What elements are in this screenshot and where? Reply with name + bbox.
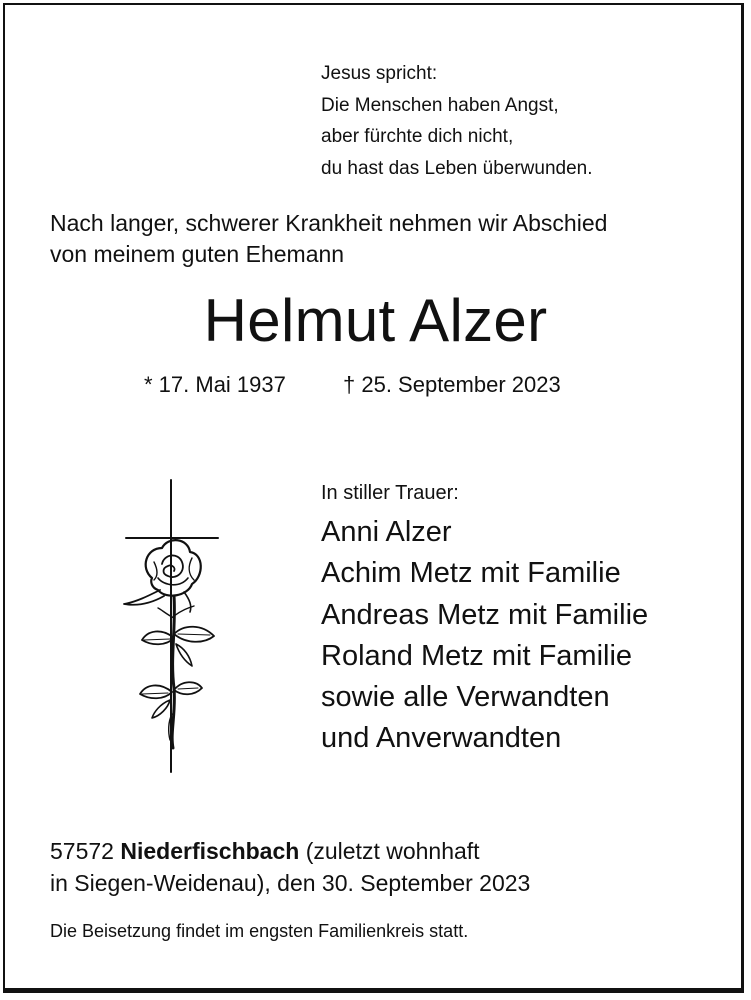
mourner-name: sowie alle Verwandten <box>321 681 610 714</box>
mourner-name: Roland Metz mit Familie <box>321 639 633 672</box>
town: Niederfischbach <box>120 838 300 864</box>
mourner-name: Andreas Metz mit Familie <box>321 598 649 631</box>
cross-rose-icon <box>118 478 226 776</box>
intro-text <box>50 208 607 270</box>
mourner-name: und Anverwandten <box>321 722 562 755</box>
verse-line: aber fürchte dich nicht, <box>321 126 514 147</box>
death-date: † 25. September 2023 <box>343 372 561 397</box>
mourning-title: In stiller Trauer: <box>321 482 459 504</box>
verse-line: Die Menschen haben Angst, <box>321 94 559 116</box>
postcode: 57572 <box>50 838 114 864</box>
bible-verse <box>321 58 593 184</box>
verse-line: du hast das Leben überwunden. <box>321 157 593 179</box>
mourner-name: Achim Metz mit Familie <box>321 557 621 590</box>
place-line-1 <box>50 835 530 867</box>
mourners-list <box>321 512 648 760</box>
intro-line: von meinem guten Ehemann <box>50 241 345 267</box>
birth-date: * 17. Mai 1937 <box>144 372 286 397</box>
intro-line: Nach langer, schwerer Krankheit nehmen wir Abschied <box>50 210 608 236</box>
deceased-name: Helmut Alzer <box>203 287 548 354</box>
verse-line: Jesus spricht: <box>321 63 438 84</box>
burial-note: Die Beisetzung findet im engsten Familienkreis statt. <box>50 921 469 941</box>
place-line-1-rest: (zuletzt wohnhaft <box>305 838 480 864</box>
place-line-2: in Siegen-Weidenau), den 30. September 2023 <box>50 870 531 896</box>
mourner-name: Anni Alzer <box>321 516 452 548</box>
place-date <box>50 835 530 899</box>
